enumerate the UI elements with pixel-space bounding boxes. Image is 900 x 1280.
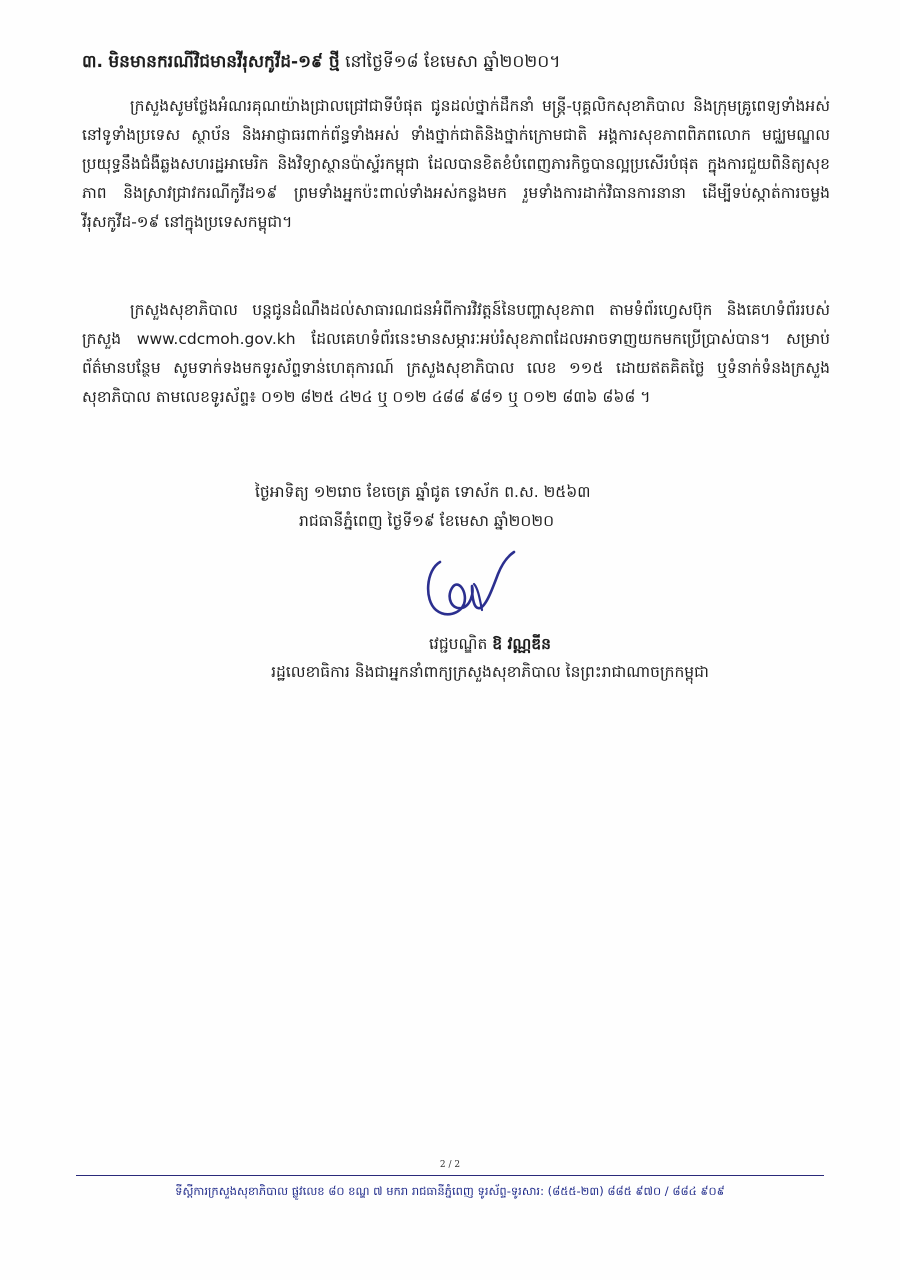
signer-position: រដ្ឋលេខាធិការ និងជាអ្នកនាំពាក្យក្រសួងសុខាភិបាល នៃព្រះរាជាណាចក្រកម្ពុជា	[271, 663, 709, 681]
signer-name: ឱ វណ្ណឌីន	[492, 635, 551, 653]
page-number: 2 / 2	[439, 1160, 461, 1170]
signature-icon	[422, 548, 522, 620]
date-block	[255, 478, 675, 536]
paragraph-thanks-text: ក្រសួងសូមថ្លែងអំណរគុណយ៉ាងជ្រាលជ្រៅជាទីបំផុត ជូនដល់ថ្នាក់ដឹកនាំ មន្ត្រី-បុគ្គលិកសុខាភិបាល និងក្រុមគ្រូពេទ្យទាំងអស់នៅទូទាំងប្រទេស ស្ថាប័ន និងអាជ្ញាធរពាក់ព័ន្ធទាំងអស់ ទាំងថ្នាក់ជាតិនិងថ្នាក់ក្រោមជាតិ អង្គការសុខភាពពិភពលោក មជ្ឈមណ្ឌលប្រយុទ្ធនឹងជំងឺឆ្លងសហរដ្ឋអាមេរិក និងវិទ្យាស្ថានប៉ាស្ទ័រកម្ពុជា ដែលបានខិតខំបំពេញភារកិច្ចបានល្អប្រសើរបំផុត ក្នុងការជួយពិនិត្យសុខភាព និងស្រាវជ្រាវករណីកូវីដ១៩ ព្រមទាំងអ្នកប៉ះពាល់ទាំងអស់កន្លងមក រួមទាំងការដាក់វិធានការនានា ដើម្បីទប់ស្កាត់ការចម្លងវីរុសកូវីដ-១៩ នៅក្នុងប្រទេសកម្ពុជា។	[82, 97, 830, 231]
section-title-bold: មិនមានករណីវិជមានវីរុសកូវីដ-១៩ ថ្មី	[108, 52, 340, 72]
signer-block	[180, 630, 800, 686]
footer-divider	[76, 1175, 824, 1176]
section-number: ៣.	[82, 52, 103, 72]
paragraph-contact-text: ក្រសួងសុខាភិបាល បន្តជូនដំណឹងដល់សាធារណជនអំពីការវិវត្តន៍នៃបញ្ហាសុខភាព តាមទំព័រហ្វេសប៊ុក និងគេហទំព័ររបស់ក្រសួង www.cdcmoh.gov.kh ដែលគេហទំព័រនេះមានសម្ភារៈអប់រំសុខភាពដែលអាចទាញយកមកប្រើប្រាស់បាន។ សម្រាប់ព័ត៌មានបន្ថែម សូមទាក់ទងមកទូរស័ព្ទទាន់ហេតុការណ៍ ក្រសួងសុខាភិបាល លេខ ១១៥ ដោយឥតគិតថ្លៃ ឬទំនាក់ទំនងក្រសួងសុខាភិបាល តាមលេខទូរស័ព្ទ៖ ០១២ ៨២៥ ៤២៤ ឬ ០១២ ៤៨៨ ៩៨១ ឬ ០១២ ៨៣៦ ៨៦៨ ។	[82, 301, 830, 406]
paragraph-contact	[82, 296, 830, 412]
solar-date: រាជធានីភ្នំពេញ ថ្ងៃទី១៩ ខែមេសា ឆ្នាំ២០២០	[299, 512, 555, 530]
lunar-date: ថ្ងៃអាទិត្យ ១២រោច ខែចេត្រ ឆ្នាំជូត ទោស័ក ព.ស. ២៥៦៣	[255, 483, 591, 501]
signer-title: វេជ្ជបណ្ឌិត	[429, 635, 488, 653]
signer-name-line	[180, 630, 800, 658]
section-title-date: នៅថ្ងៃទី១៨ ខែមេសា ឆ្នាំ២០២០។	[345, 52, 561, 72]
section-heading	[82, 48, 842, 76]
footer-address: ទីស្តីការក្រសួងសុខាភិបាល ផ្លូវលេខ ៨០ ខណ្ឌ ៧ មករា រាជធានីភ្នំពេញ ទូរស័ព្ទ-ទូរសារ: (៨៥៥-២៣) ៨៨៥ ៩៧០ / ៨៨៤ ៩០៩	[175, 1184, 725, 1198]
paragraph-thanks	[82, 92, 830, 237]
